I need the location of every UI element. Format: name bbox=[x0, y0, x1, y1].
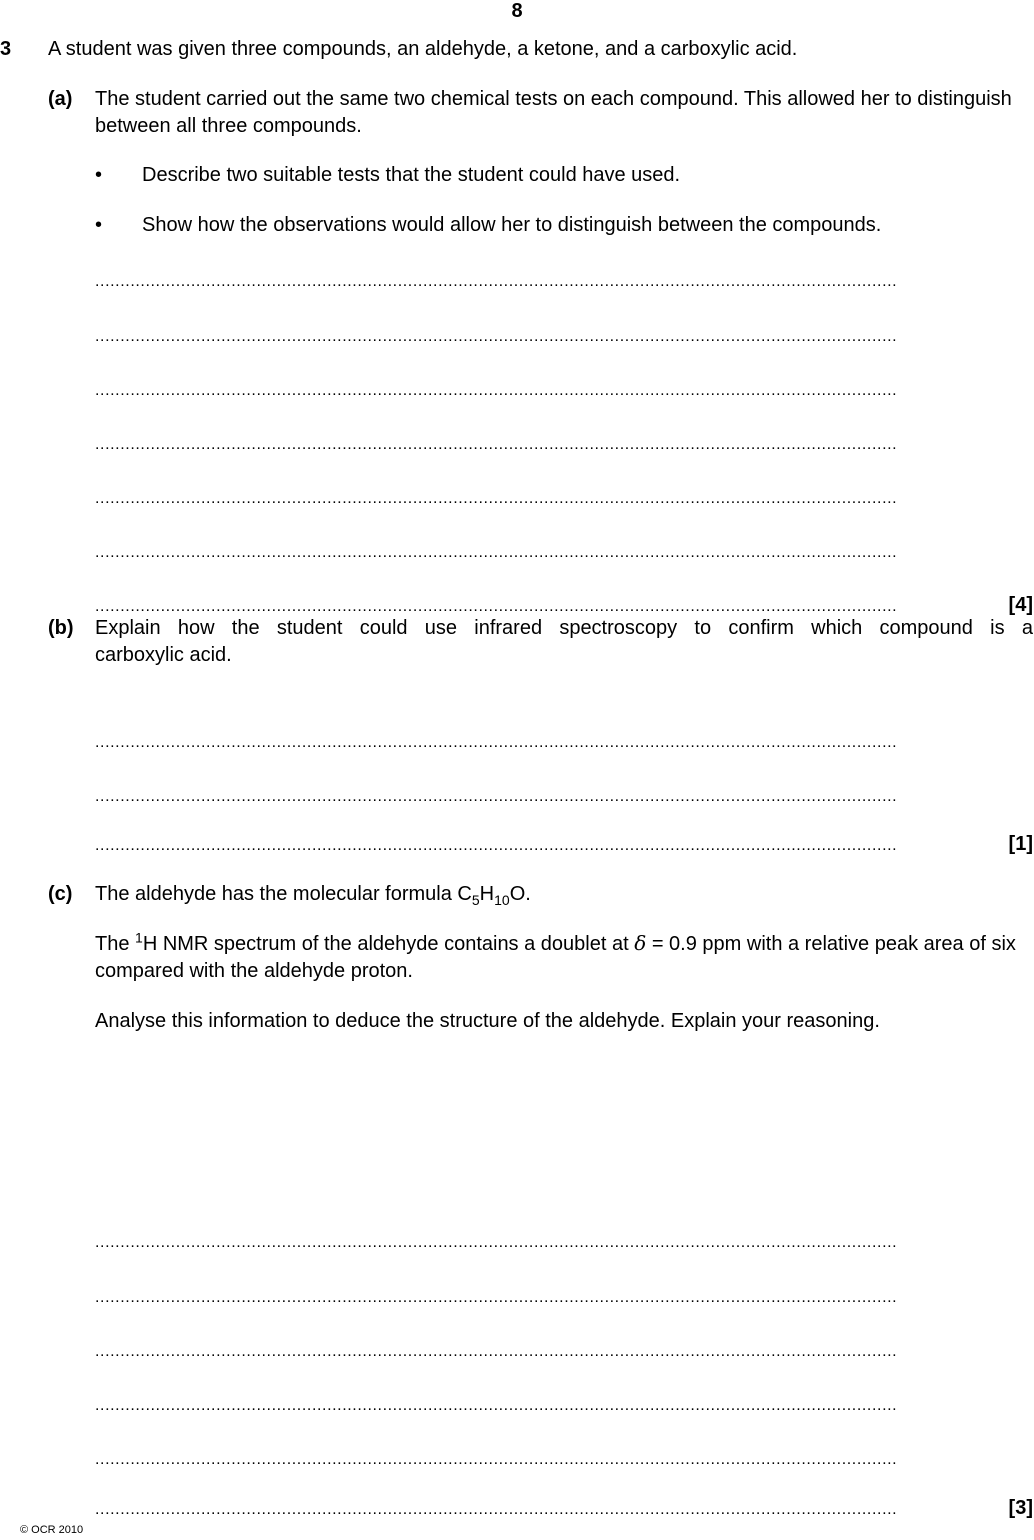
answer-line-c-2[interactable]: ............................................................................................................................................................... bbox=[95, 1289, 898, 1306]
copyright-footer: © OCR 2010 bbox=[20, 1524, 84, 1536]
answer-line-a-7[interactable]: ............................................................................................................................................................... bbox=[95, 598, 898, 615]
answer-line-b-3[interactable]: ............................................................................................................................................................... bbox=[95, 837, 898, 854]
part-c-marks: [3] bbox=[1008, 1497, 1033, 1519]
question-number: 3 bbox=[0, 38, 12, 60]
answer-line-a-3[interactable]: ............................................................................................................................................................... bbox=[95, 382, 898, 399]
part-a-marks: [4] bbox=[1008, 594, 1033, 616]
delta-symbol: δ bbox=[634, 931, 647, 955]
question-intro: A student was given three compounds, an aldehyde, a ketone, and a carboxylic acid. bbox=[48, 38, 798, 60]
answer-line-a-1[interactable]: ............................................................................................................................................................... bbox=[95, 273, 898, 290]
answer-line-c-1[interactable]: ............................................................................................................................................................... bbox=[95, 1234, 898, 1251]
answer-line-b-2[interactable]: ............................................................................................................................................................... bbox=[95, 788, 898, 805]
part-b-text: Explain how the student could use infrared spectroscopy to confirm which compound is a carboxylic acid. bbox=[95, 617, 1033, 666]
answer-line-a-5[interactable]: ............................................................................................................................................................... bbox=[95, 490, 898, 507]
bullet-1-symbol: • bbox=[95, 164, 103, 186]
part-c-instruction: Analyse this information to deduce the structure of the aldehyde. Explain your reasoning. bbox=[95, 1010, 880, 1032]
part-c-formula-line: The aldehyde has the molecular formula $C_5H_{10}O$. bbox=[95, 883, 531, 908]
answer-line-a-6[interactable]: ............................................................................................................................................................... bbox=[95, 544, 898, 561]
bullet-2-symbol: • bbox=[95, 214, 103, 236]
answer-line-a-2[interactable]: ............................................................................................................................................................... bbox=[95, 328, 898, 345]
bullet-1-text: Describe two suitable tests that the student could have used. bbox=[142, 164, 681, 186]
part-a-label: (a) bbox=[48, 88, 73, 110]
bullet-2-text: Show how the observations would allow her to distinguish between the compounds. bbox=[142, 214, 882, 236]
answer-line-b-1[interactable]: ............................................................................................................................................................... bbox=[95, 734, 898, 751]
answer-line-a-4[interactable]: ............................................................................................................................................................... bbox=[95, 436, 898, 453]
part-c-nmr-text: The $^1$H NMR spectrum of the aldehyde contains a doublet at δ = 0.9 ppm with a relative peak area of six compared with the aldehyde proton. bbox=[95, 929, 1016, 982]
part-a-text: The student carried out the same two chemical tests on each compound. This allowed her to distinguish between all three compounds. bbox=[95, 88, 1012, 137]
answer-line-c-3[interactable]: ............................................................................................................................................................... bbox=[95, 1343, 898, 1360]
part-b-marks: [1] bbox=[1008, 833, 1033, 855]
answer-line-c-4[interactable]: ............................................................................................................................................................... bbox=[95, 1397, 898, 1414]
answer-line-c-6[interactable]: ............................................................................................................................................................... bbox=[95, 1501, 898, 1518]
answer-line-c-5[interactable]: ............................................................................................................................................................... bbox=[95, 1451, 898, 1468]
page-number: 8 bbox=[511, 0, 523, 22]
part-b-label: (b) bbox=[48, 617, 74, 639]
part-c-label: (c) bbox=[48, 883, 73, 905]
